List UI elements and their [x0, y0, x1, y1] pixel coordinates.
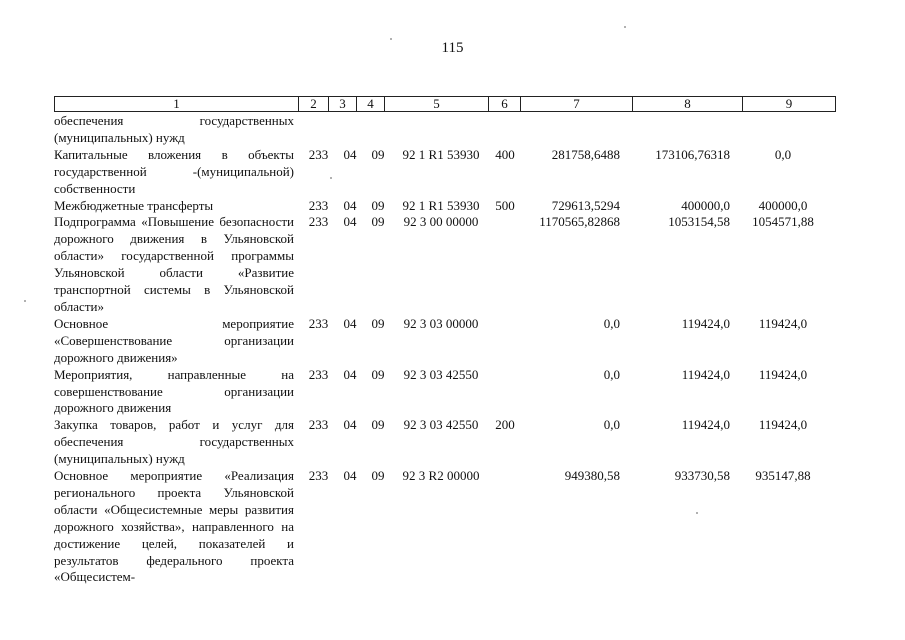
- col-9-value: 0,0: [774, 146, 792, 162]
- header-col-2: 2: [299, 97, 329, 111]
- col-5-value: 92 3 03 00000: [403, 315, 479, 331]
- col-6-value: 400: [495, 146, 515, 162]
- col-4-value: 09: [371, 146, 385, 162]
- col-2-value: 233: [308, 315, 329, 331]
- scan-speck: [624, 26, 626, 28]
- col-9-value: 1054571,88: [752, 214, 814, 230]
- col-3-value: 04: [343, 417, 357, 433]
- col-4-value: 09: [371, 366, 385, 382]
- row-name: Межбюджетные трансферты: [54, 197, 214, 213]
- row-name: Закупка товаров, работ и услуг для обеспечения государственных (муниципальных) нужд: [54, 417, 294, 467]
- col-2-value: 233: [308, 197, 329, 213]
- col-5-value: 92 3 R2 00000: [402, 468, 480, 484]
- row-name: Основное мероприятие «Реализация регионального проекта Ульяновской области «Общесистемные меры развития дорожного хозяйства», направленного на достижение целей, показателей и результатов федерального проекта «Общесистем-: [54, 468, 294, 585]
- col-8-value: 1053154,58: [668, 214, 730, 230]
- row-name: Основное мероприятие «Совершенствование организации дорожного движения»: [54, 315, 294, 365]
- scan-speck: [390, 38, 392, 40]
- row-name: Капитальные вложения в объекты государственной -(муниципальной) собственности: [54, 146, 294, 196]
- col-4-value: 09: [371, 197, 385, 213]
- col-4-value: 09: [371, 315, 385, 331]
- col-7-value: 0,0: [603, 315, 620, 331]
- col-7-value: 0,0: [603, 366, 620, 382]
- col-2-value: 233: [308, 468, 329, 484]
- col-7-value: 729613,5294: [551, 197, 620, 213]
- col-9-value: 119424,0: [758, 417, 808, 433]
- table-row: [54, 468, 836, 586]
- col-3-value: 04: [343, 146, 357, 162]
- col-9-value: 119424,0: [758, 315, 808, 331]
- header-col-8: 8: [633, 97, 743, 111]
- table-row: [54, 214, 836, 315]
- col-6-value: 500: [495, 197, 515, 213]
- col-4-value: 09: [371, 417, 385, 433]
- col-9-value: 935147,88: [755, 468, 811, 484]
- header-col-6: 6: [489, 97, 521, 111]
- col-2-value: 233: [308, 146, 329, 162]
- table-row: [54, 316, 836, 367]
- page-number: 115: [441, 40, 464, 56]
- table-row: [54, 198, 836, 215]
- header-col-7: 7: [521, 97, 633, 111]
- col-5-value: 92 3 03 42550: [403, 417, 479, 433]
- col-7-value: 949380,58: [564, 468, 620, 484]
- col-5-value: 92 3 03 42550: [403, 366, 479, 382]
- col-8-value: 933730,58: [674, 468, 730, 484]
- col-3-value: 04: [343, 197, 357, 213]
- header-col-4: 4: [357, 97, 385, 111]
- table-row: [54, 417, 836, 468]
- row-name: обеспечения государственных (муниципальных) нужд: [54, 113, 294, 145]
- header-col-9: 9: [785, 96, 793, 111]
- col-9-value: 400000,0: [758, 197, 808, 213]
- row-name: Мероприятия, направленные на совершенствование организации дорожного движения: [54, 366, 294, 416]
- col-3-value: 04: [343, 214, 357, 230]
- scan-speck: [24, 300, 26, 302]
- header-col-3: 3: [329, 97, 357, 111]
- scan-speck: [330, 177, 332, 179]
- col-6-value: 200: [495, 417, 515, 433]
- col-5-value: 92 3 00 00000: [403, 214, 479, 230]
- table-header: [54, 96, 836, 112]
- col-9-value: 119424,0: [758, 366, 808, 382]
- col-4-value: 09: [371, 214, 385, 230]
- col-7-value: 1170565,82868: [539, 214, 620, 230]
- col-7-value: 281758,6488: [551, 146, 620, 162]
- col-4-value: 09: [371, 468, 385, 484]
- table-row: [54, 367, 836, 418]
- header-col-5: 5: [385, 97, 489, 111]
- col-8-value: 173106,76318: [655, 146, 730, 162]
- col-2-value: 233: [308, 366, 329, 382]
- col-5-value: 92 1 R1 53930: [402, 197, 480, 213]
- table-row: [54, 147, 836, 198]
- col-8-value: 119424,0: [681, 315, 730, 331]
- col-2-value: 233: [308, 214, 329, 230]
- col-3-value: 04: [343, 468, 357, 484]
- col-7-value: 0,0: [603, 417, 620, 433]
- col-5-value: 92 1 R1 53930: [402, 146, 480, 162]
- row-name: Подпрограмма «Повышение безопасности дорожного движения в Ульяновской области» государственной программы Ульяновской области «Развитие транспортной системы в Ульяновской области»: [54, 214, 294, 314]
- table-body: [54, 113, 836, 586]
- table-row: [54, 113, 836, 147]
- col-8-value: 400000,0: [681, 197, 730, 213]
- col-3-value: 04: [343, 315, 357, 331]
- col-8-value: 119424,0: [681, 417, 730, 433]
- col-3-value: 04: [343, 366, 357, 382]
- col-2-value: 233: [308, 417, 329, 433]
- col-8-value: 119424,0: [681, 366, 730, 382]
- header-col-1: 1: [55, 97, 299, 111]
- scan-speck: [696, 512, 698, 514]
